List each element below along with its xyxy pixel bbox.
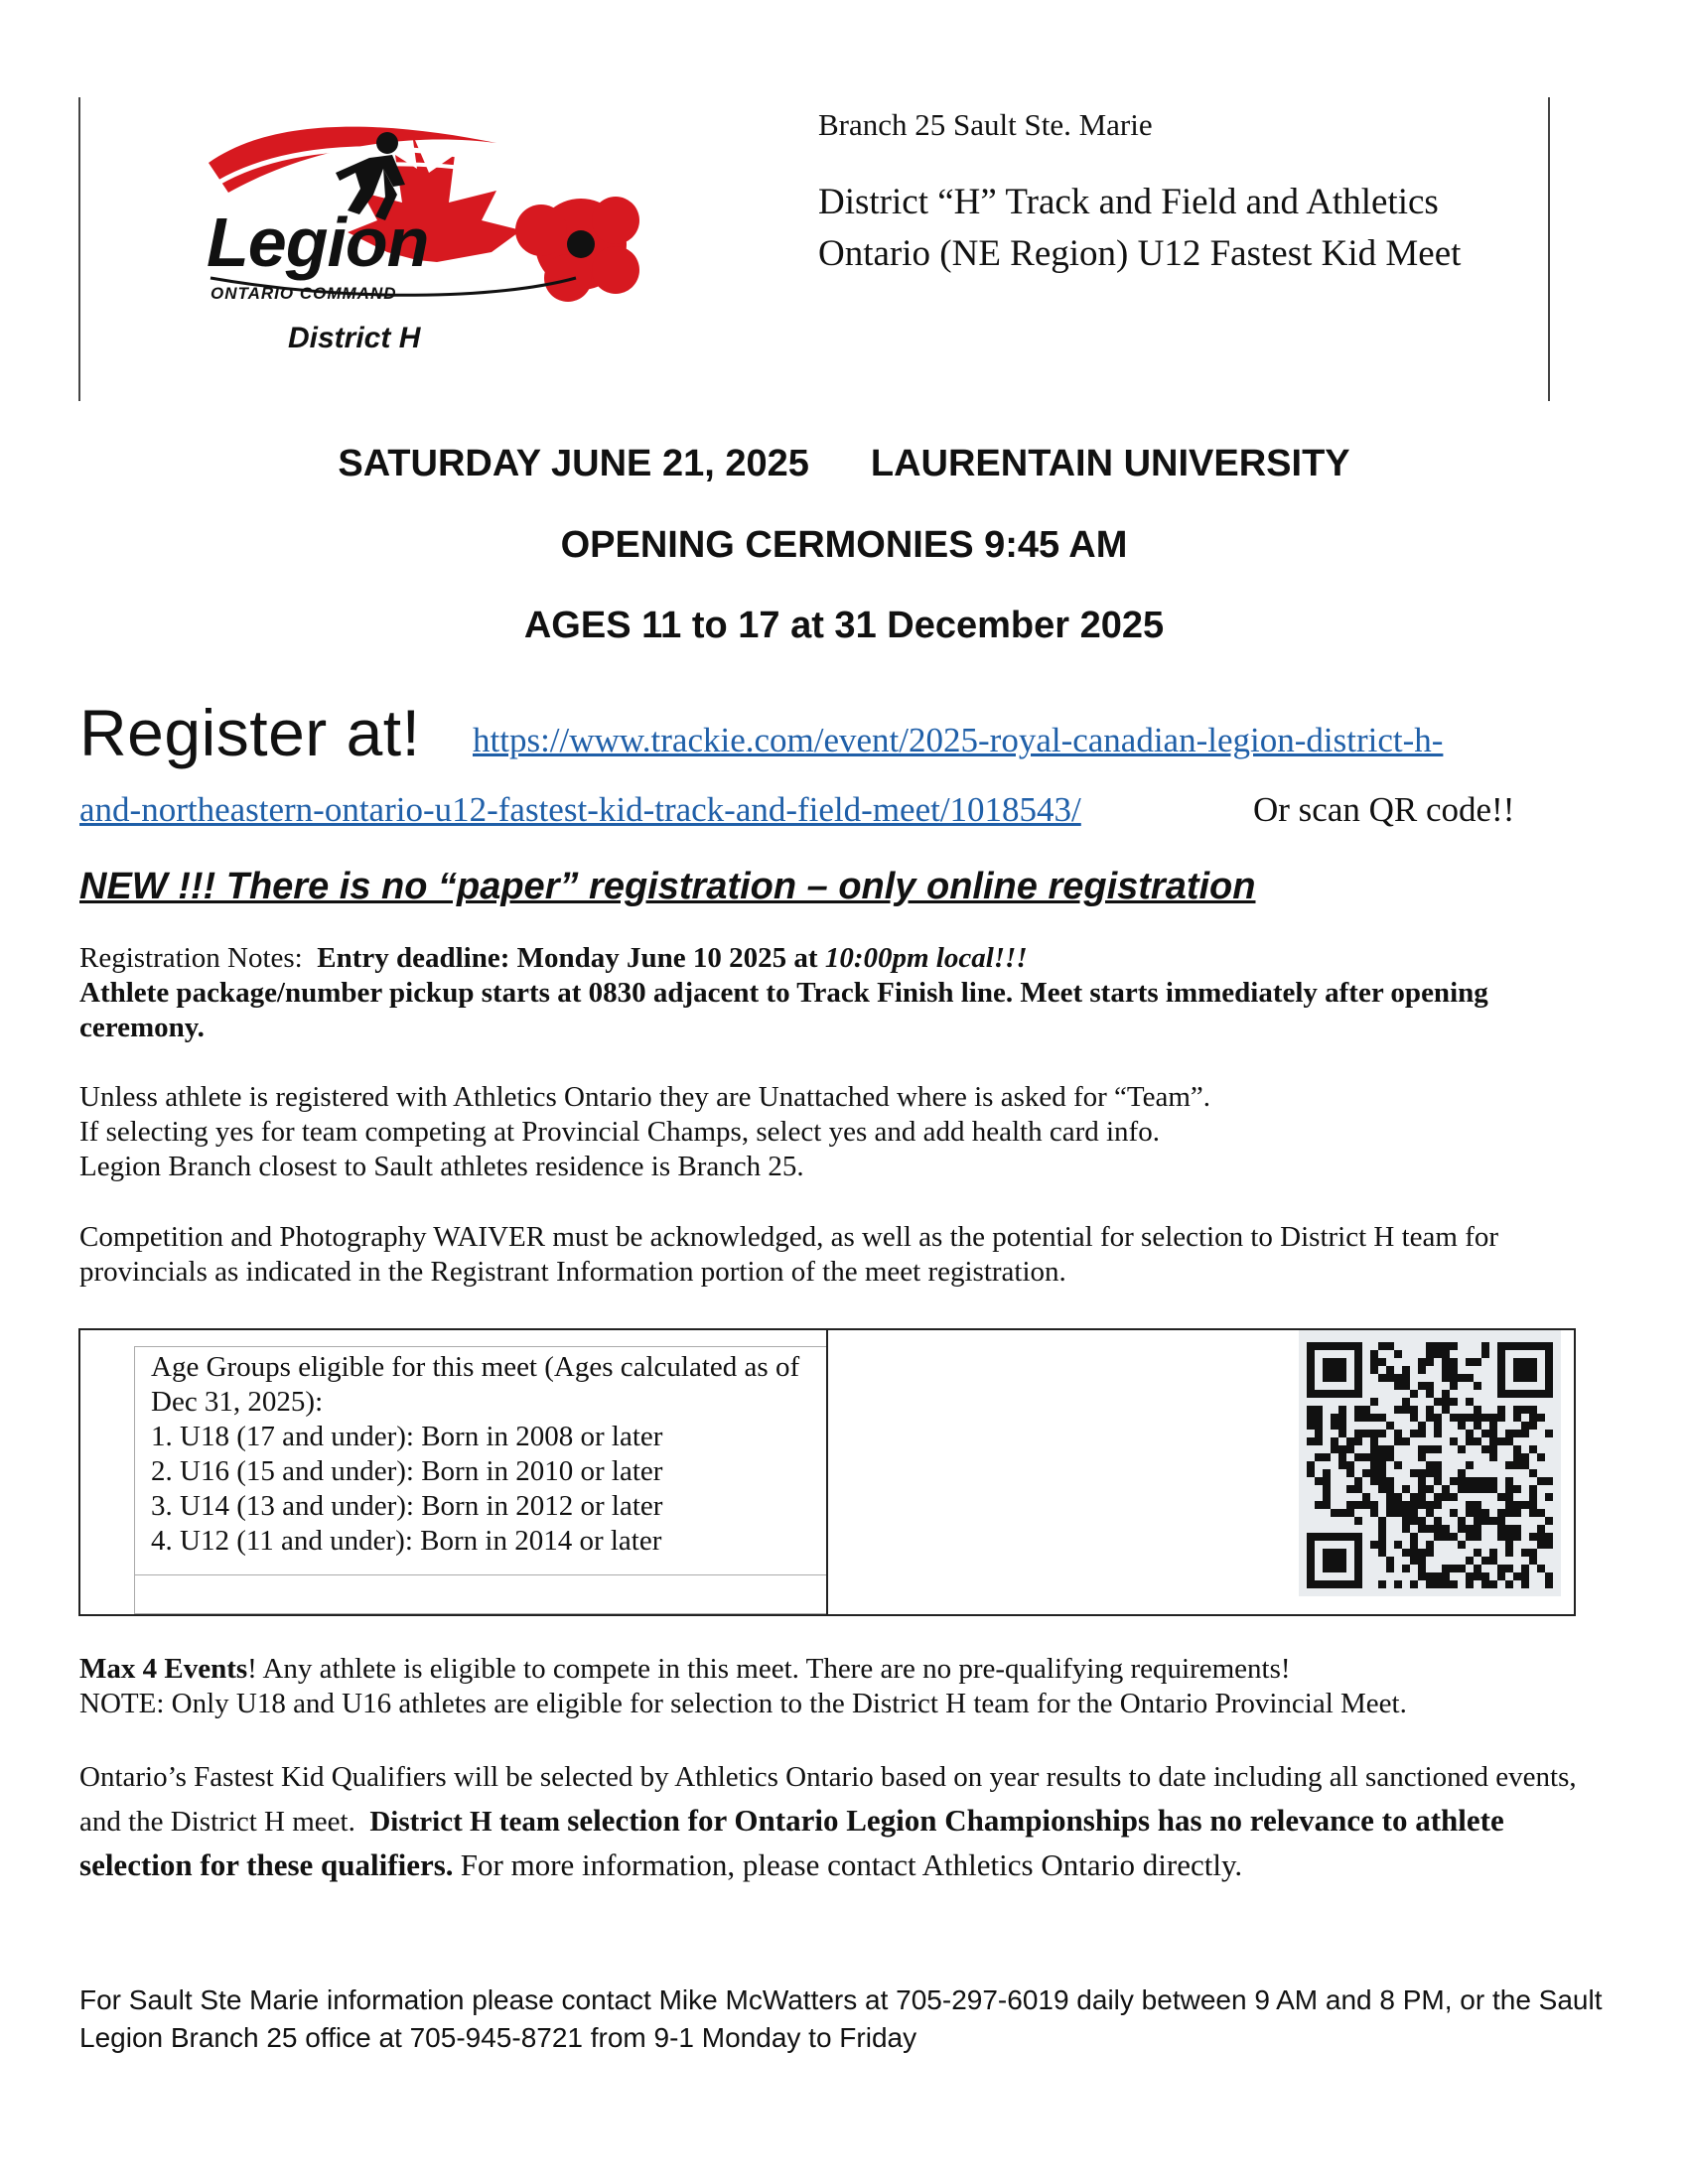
provincial-note: NOTE: Only U18 and U16 athletes are eligible for selection to the District H team for the Ontario Provincial Meet.	[79, 1688, 1407, 1719]
scan-qr-prompt: Or scan QR code!!	[1253, 790, 1515, 829]
header-right-rule	[1548, 97, 1550, 401]
branch-label: Branch 25 Sault Ste. Marie	[818, 107, 1153, 142]
event-date: SATURDAY JUNE 21, 2025	[338, 443, 809, 484]
team-notes	[79, 1080, 1609, 1184]
qr-code-icon	[1307, 1342, 1553, 1588]
eligible-ages: AGES 11 to 17 at 31 December 2025	[523, 605, 1165, 646]
event-venue: LAURENTAIN UNIVERSITY	[870, 443, 1350, 484]
age-box-rule	[134, 1574, 826, 1575]
eligibility-notes	[79, 1652, 1609, 1721]
fastest-kid-note	[79, 1756, 1609, 1888]
pickup-note: Athlete package/number pickup starts at 0830 adjacent to Track Finish line. Meet starts immediately after opening ceremony.	[79, 977, 1488, 1043]
register-heading: Register at!	[79, 696, 421, 769]
legion-logo	[199, 103, 695, 371]
notes-label: Registration Notes:	[79, 942, 303, 974]
header-left-rule	[78, 97, 80, 401]
registration-notes	[79, 941, 1609, 1045]
team-note-1: Unless athlete is registered with Athletics Ontario they are Unattached where is asked for “Team”.	[79, 1081, 1211, 1113]
age-group-item: 2. U16 (15 and under): Born in 2010 or later	[151, 1455, 663, 1487]
opening-ceremonies: OPENING CERMONIES 9:45 AM	[560, 524, 1128, 566]
max-events-rest: ! Any athlete is eligible to compete in this meet. There are no pre-qualifying requirements!	[247, 1653, 1291, 1685]
logo-wordmark: Legion	[207, 204, 429, 281]
qr-finder-square	[1323, 1549, 1346, 1572]
deadline-time: 10:00pm local!!!	[824, 942, 1028, 974]
age-group-item: 3. U14 (13 and under): Born in 2012 or later	[151, 1490, 663, 1522]
meet-title-line-2: Ontario (NE Region) U12 Fastest Kid Meet	[818, 233, 1462, 274]
age-group-list	[151, 1350, 816, 1559]
qr-finder-square	[1513, 1358, 1537, 1382]
max-events-line	[79, 1652, 1609, 1687]
contact-footer: For Sault Ste Marie information please contact Mike McWatters at 705-297-6019 daily between 9 AM and 8 PM, or the Sault Legion Branch 25 office at 705-945-8721 from 9-1 Monday to Friday	[79, 1984, 1603, 2053]
max-events: Max 4 Events	[79, 1653, 248, 1685]
meet-title-line-1: District “H” Track and Field and Athletics	[818, 182, 1439, 222]
registration-link-part-2[interactable]: and-northeastern-ontario-u12-fastest-kid-track-and-field-meet/1018543/	[79, 790, 1081, 829]
team-note-3: Legion Branch closest to Sault athletes residence is Branch 25.	[79, 1151, 804, 1182]
registration-qr-code[interactable]	[1299, 1330, 1561, 1596]
event-date-venue	[0, 443, 1688, 485]
age-group-item: 4. U12 (11 and under): Born in 2014 or later	[151, 1525, 662, 1557]
logo-subtitle: ONTARIO COMMAND	[211, 284, 397, 303]
waiver-note: Competition and Photography WAIVER must be acknowledged, as well as the potential for selection to District H team for provincials as indicated in the Registrant Information portion of the meet registration.	[79, 1221, 1499, 1288]
fastest-bold-small: District H team	[369, 1806, 560, 1838]
registration-link-part-1[interactable]: https://www.trackie.com/event/2025-royal-canadian-legion-district-h-	[473, 721, 1444, 759]
deadline-text: Entry deadline: Monday June 10 2025 at	[317, 942, 818, 974]
age-group-item: 1. U18 (17 and under): Born in 2008 or later	[151, 1421, 663, 1452]
meet-title	[818, 177, 1533, 280]
logo-district: District H	[288, 322, 421, 354]
team-note-2: If selecting yes for team competing at Provincial Champs, select yes and add health card info.	[79, 1116, 1160, 1148]
fastest-plain: Ontario’s Fastest Kid Qualifiers will be selected by Athletics Ontario based on year results to date including all sanctioned events, and the District H meet.	[79, 1761, 1577, 1838]
fastest-end: For more information, please contact Athletics Ontario directly.	[460, 1847, 1243, 1882]
qr-finder-square	[1323, 1358, 1346, 1382]
online-only-notice: NEW !!! There is no “paper” registration – only online registration	[79, 866, 1256, 907]
fastest-bold-large: selection for Ontario Legion Championships has no relevance to athlete selection for these qualifiers.	[79, 1803, 1504, 1882]
age-group-intro: Age Groups eligible for this meet (Ages calculated as of Dec 31, 2025):	[151, 1351, 800, 1418]
deadline-line	[79, 941, 1609, 976]
table-divider	[826, 1328, 828, 1616]
